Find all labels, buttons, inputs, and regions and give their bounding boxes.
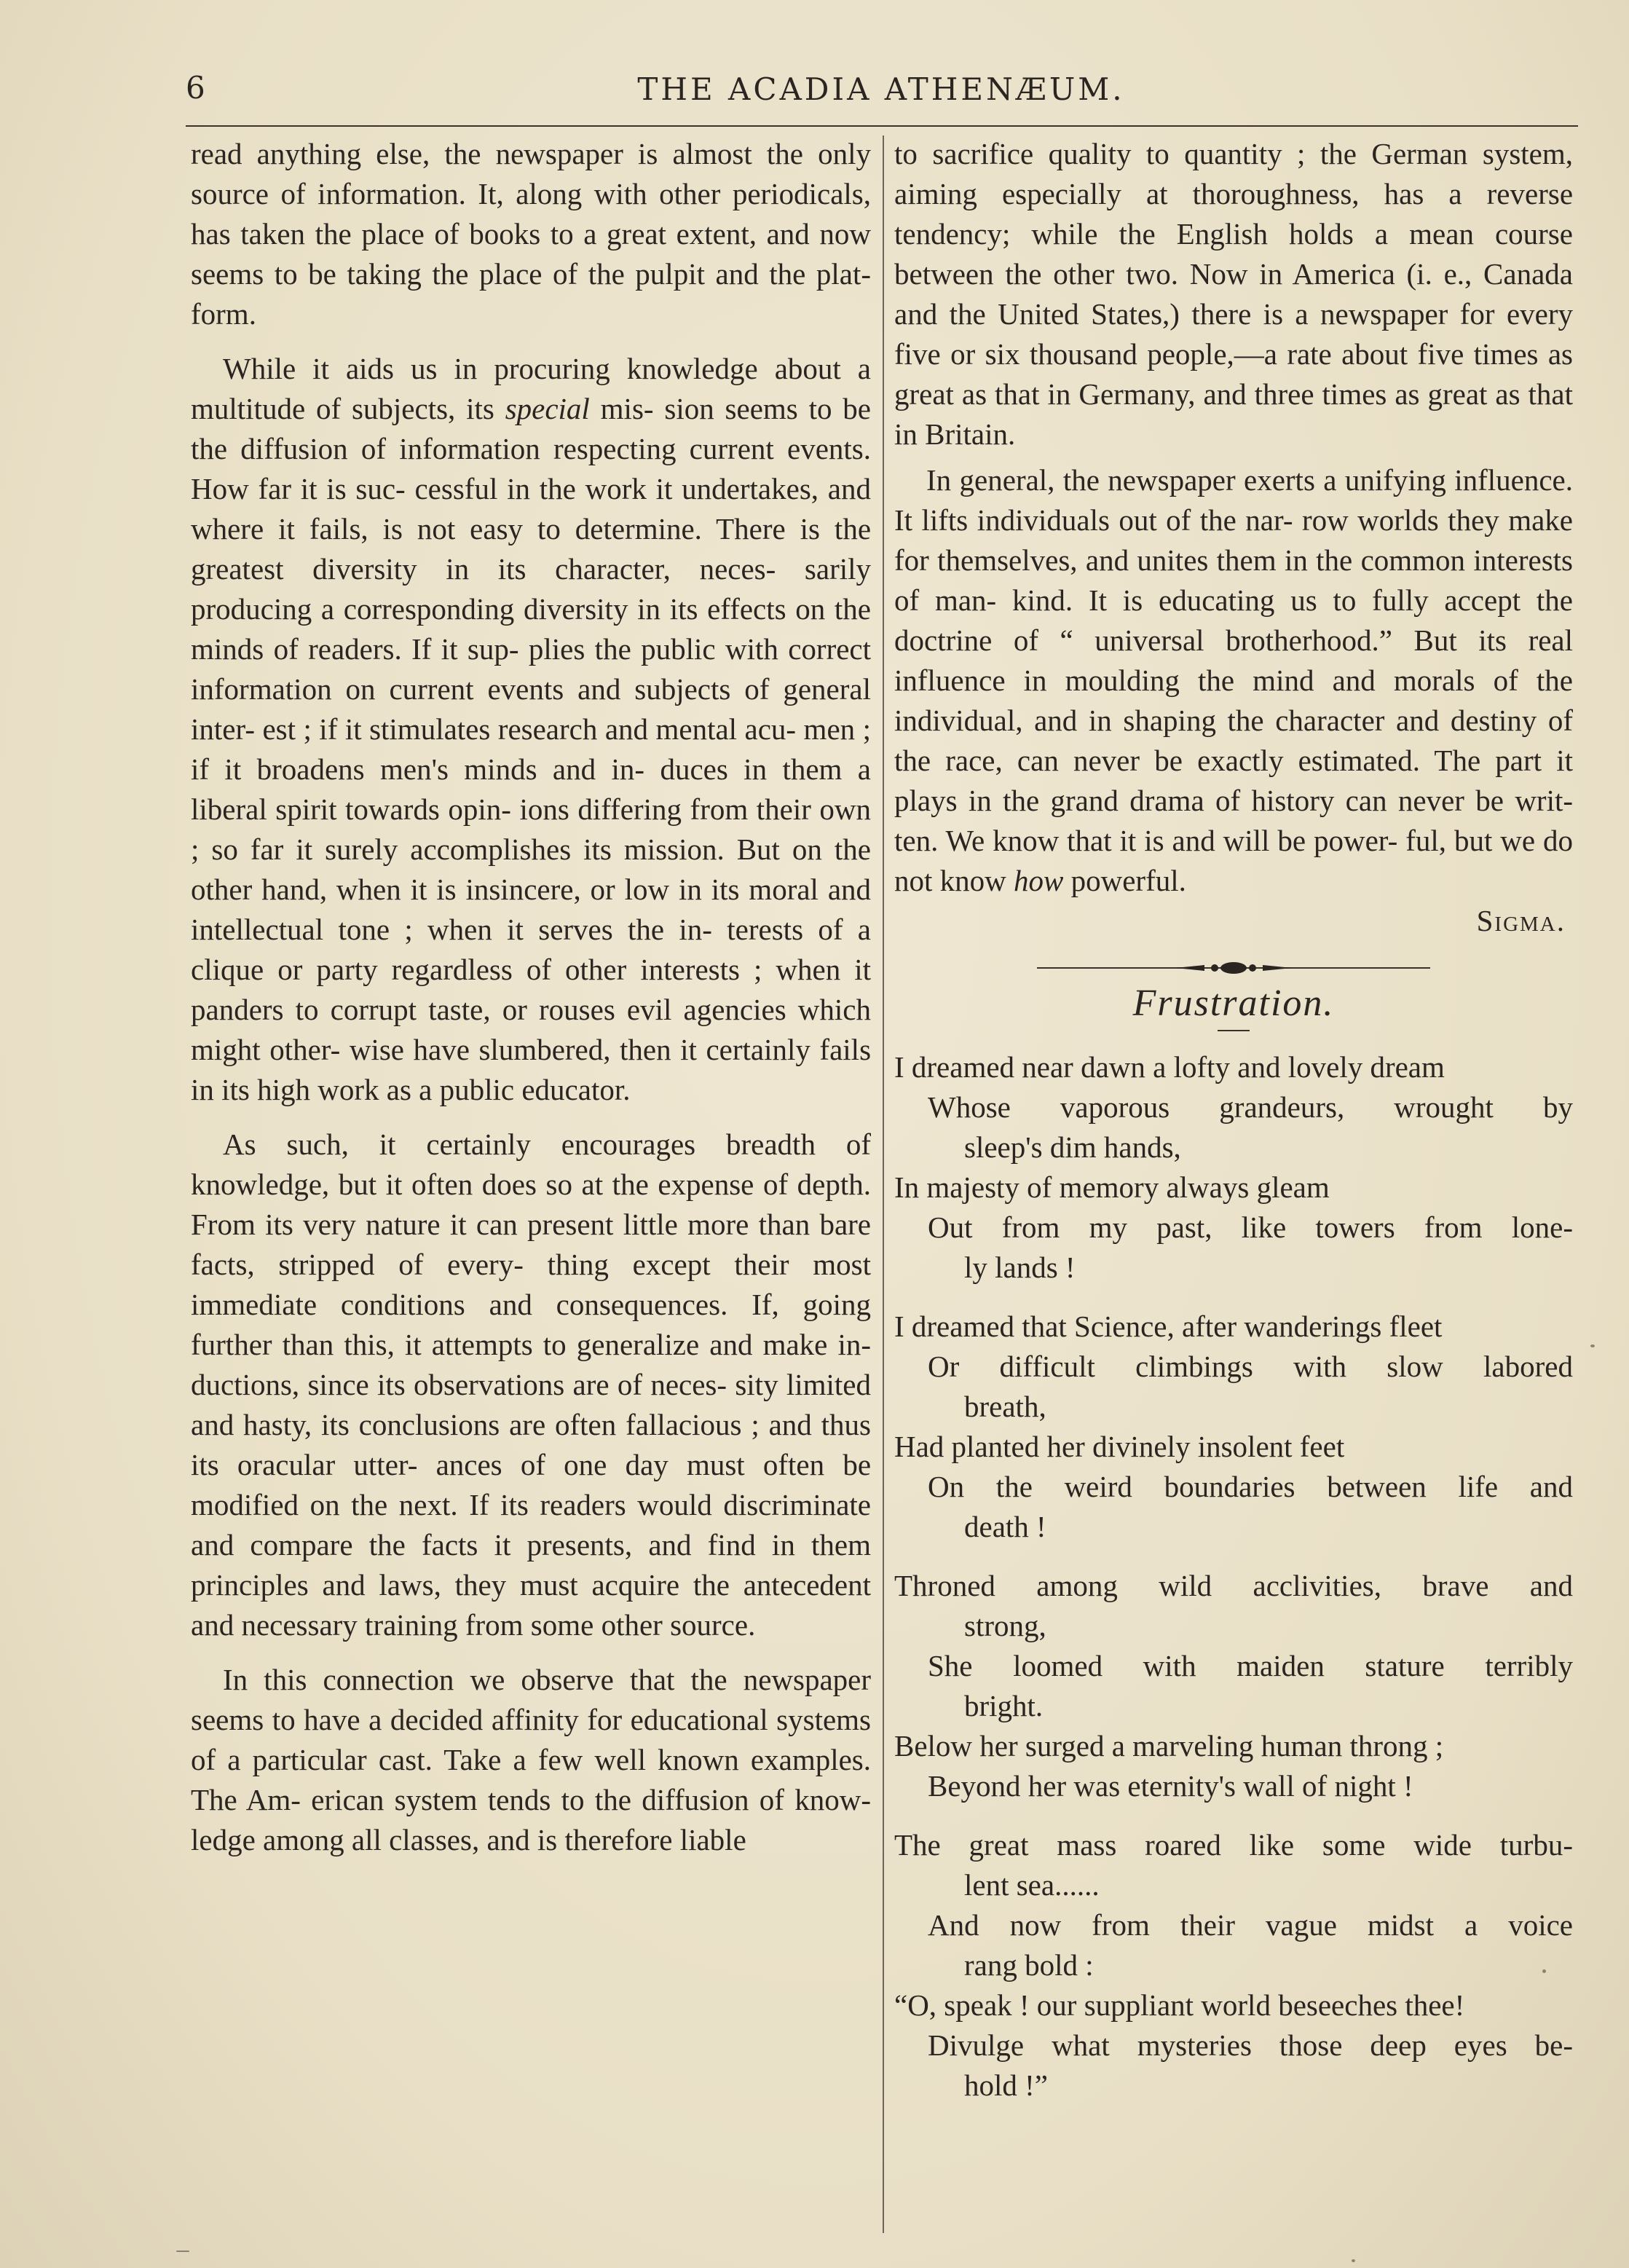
paragraph	[191, 349, 871, 1110]
paragraph	[894, 134, 1573, 454]
poem-line: Divulge what mysteries those deep eyes be-	[928, 2028, 1573, 2062]
text-line: unites them in the common interests of man-	[894, 543, 1574, 617]
paragraph	[191, 1125, 871, 1645]
text-line: wise have slumbered, then it certainly fails	[349, 1033, 872, 1066]
text-line: as great as that in Germany, and three times	[894, 337, 1573, 411]
text-line: sion seems to be the diffusion of information	[191, 392, 871, 465]
text-line: and consequences. If, going further than	[191, 1288, 872, 1361]
text-line: erican system tends to the diffusion of know-	[311, 1783, 871, 1816]
text-line: ful, but we do not know	[894, 824, 1574, 897]
right-column	[894, 134, 1573, 2125]
running-title: THE ACADIA ATHENÆUM.	[637, 71, 1125, 107]
poem-line: death !	[964, 1510, 1046, 1543]
poem-line: hold !”	[964, 2068, 1048, 2102]
text-line: kind. It is educating us to fully accept the	[1012, 583, 1573, 617]
paragraph	[191, 1660, 871, 1860]
text-line: sarily producing a corresponding diversity in	[191, 552, 872, 626]
text-line: and compare the facts it presents, and find in	[191, 1528, 795, 1562]
text-line: doctrine of “ universal brotherhood.” But its	[894, 623, 1507, 657]
poem-line: She loomed with maiden stature terribly	[928, 1649, 1573, 1682]
poem-line: strong,	[964, 1609, 1046, 1642]
text-line: men ; if it broadens men's minds and in-	[191, 712, 871, 786]
text-line: some other source.	[530, 1608, 756, 1642]
poem-stanza	[894, 1307, 1573, 1547]
text-line: its effects on the minds of readers. If it sup-	[191, 592, 872, 666]
text-line: terests of a clique or party regardless of other	[191, 913, 871, 986]
poem-line: sleep's dim hands,	[964, 1130, 1181, 1164]
text-line: it fails, is not easy to determine. There is	[278, 512, 820, 546]
poem-title: Frustration.	[1132, 983, 1335, 1024]
poem-line: The great mass roared like some wide turbu-	[894, 1828, 1573, 1862]
text-line: knowledge, but it often does so at the expense	[191, 1168, 754, 1201]
text-line: them principles and laws, they must acquire	[191, 1528, 871, 1602]
text-line: States,) there is a newspaper for every five or	[894, 297, 1573, 371]
text-line: this, it attempts to generalize and make in-	[344, 1328, 872, 1361]
text-line: ions differing from their own ; so far it surely	[191, 792, 872, 866]
text-line: cessful in the work it undertakes, and where	[191, 472, 871, 546]
paragraph	[894, 460, 1573, 901]
ornamental-divider	[894, 960, 1573, 976]
text-line: Take a few well known examples. The Am-	[191, 1743, 871, 1816]
poem-line: rang bold :	[964, 1948, 1094, 1982]
text-line: plies the public with correct information on	[191, 632, 872, 706]
poem-line: lent sea......	[964, 1868, 1100, 1902]
text-line: the antecedent and necessary training from	[191, 1568, 872, 1642]
text-line: about a multitude of subjects, its	[191, 352, 871, 425]
text-line: influence. It lifts individuals out of the nar-	[894, 463, 1573, 537]
text-line: interests ; when it panders to corrupt taste,	[191, 953, 872, 1026]
poem-line: Had planted her divinely insolent feet	[894, 1430, 1345, 1463]
text-line: for educational systems of a particular cast.	[191, 1703, 872, 1776]
text-line: thing except their most immediate conditions	[191, 1248, 872, 1321]
title-rule	[1218, 1030, 1250, 1031]
text-line: or rouses evil agencies which might other-	[191, 993, 872, 1066]
text-line: accomplishes its mission. But on the other	[191, 832, 871, 906]
text-line: form.	[191, 297, 256, 331]
text-line: morals of the individual, and in shaping the	[894, 664, 1573, 737]
text-line: little more than bare facts, stripped of every-	[191, 1208, 871, 1281]
text-line: of depth. From its very nature it can present	[191, 1168, 871, 1241]
text-line: books to a great extent, and now seems to be	[191, 217, 872, 291]
text-line: ances of one day must often be modified on	[191, 1448, 872, 1521]
poem-line: Out from my past, like towers from lone-	[928, 1210, 1573, 1244]
text-line: respecting current events. How far it is suc-	[191, 432, 871, 505]
text-line: the only source of information. It, along	[191, 137, 871, 210]
paper-speck	[1590, 1344, 1595, 1347]
paper-speck	[176, 2251, 189, 2252]
text-line: often fallacious ; and thus its oracular utter-	[191, 1408, 871, 1481]
text-line: six thousand people,—a rate about five times	[985, 337, 1539, 371]
poem-line: Throned among wild acclivities, brave and	[894, 1569, 1573, 1602]
emphasis: how	[1014, 864, 1064, 897]
text-line: ten. We know that it is and will be power-	[894, 824, 1398, 857]
text-line: In this connection we observe that the	[223, 1663, 727, 1696]
poem-line: bright.	[964, 1689, 1044, 1722]
emphasis: special	[505, 392, 590, 425]
author-signature: Sigma.	[1476, 904, 1566, 937]
page-header	[186, 70, 1577, 121]
paragraph	[191, 134, 871, 334]
poem-line: Or difficult climbings with slow labored	[928, 1350, 1573, 1383]
page-number: 6	[186, 70, 206, 106]
text-line: character and destiny of the race, can never	[894, 704, 1574, 777]
text-line: mean course between the other two. Now	[894, 217, 1573, 291]
poem-line: In majesty of memory always gleam	[894, 1170, 1330, 1204]
text-line: hand, when it is insincere, or low in its moral	[261, 873, 819, 906]
header-rule	[186, 125, 1578, 127]
text-line: with other periodicals, has taken the place of	[191, 177, 871, 251]
text-line: While it aids us in procuring knowledge	[223, 352, 758, 385]
column-divider	[883, 135, 884, 2233]
text-line: current events and subjects of general inter-	[191, 672, 871, 746]
text-line: duces in them a liberal spirit towards opin-	[191, 752, 872, 826]
text-line: taking the place of the pulpit and the plat-	[347, 257, 871, 291]
text-line: as great as that in Britain.	[894, 377, 1574, 451]
left-column	[191, 134, 871, 1860]
poem-line: I dreamed that Science, after wanderings fleet	[894, 1310, 1443, 1343]
text-line: in America (i. e., Canada and the United	[894, 257, 1573, 331]
poem-line: Beyond her was eternity's wall of night !	[928, 1769, 1413, 1803]
text-line: in its high work as a public educator.	[191, 1073, 631, 1106]
text-line: sity limited and hasty, its conclusions are	[191, 1368, 872, 1441]
text-line: be exactly estimated. The part it plays in	[894, 744, 1573, 817]
poem-line: ly lands !	[964, 1251, 1076, 1284]
ornament-rule-icon	[1037, 960, 1430, 976]
text-line: the grand drama of history can never be writ-	[1003, 784, 1574, 817]
poem-line: And now from their vague midst a voice	[928, 1908, 1573, 1942]
paper-speck	[1542, 1969, 1546, 1973]
text-line: and intellectual tone ; when it serves the in-	[191, 873, 872, 946]
text-line: a reverse tendency; while the English holds a	[894, 177, 1574, 251]
text-line: ductions, since its observations are of neces-	[191, 1368, 727, 1401]
text-line: As such, it certainly encourages breadth of	[223, 1127, 871, 1161]
text-line: ledge among all classes, and is therefore liable	[191, 1823, 746, 1856]
text-line: In general, the newspaper exerts a unifying	[926, 463, 1446, 497]
text-line: to sacrifice quality to quantity ; the German	[894, 137, 1468, 170]
paper-speck	[1352, 2259, 1355, 2262]
text-line: the next. If its readers would discriminate	[351, 1488, 871, 1521]
poem-stanza	[894, 1047, 1573, 1288]
text-line: system, aiming especially at thoroughness, has	[894, 137, 1574, 210]
text-line: est ; if it stimulates research and mental acu-	[262, 712, 797, 746]
text-line: newspaper seems to have a decided affinity	[191, 1663, 871, 1736]
poem-line: breath,	[964, 1390, 1046, 1423]
text-line: the greatest diversity in its character, neces-	[191, 512, 872, 586]
poem-line: I dreamed near dawn a lofty and lovely dream	[894, 1050, 1445, 1084]
poem-line: Whose vaporous grandeurs, wrought by	[928, 1090, 1573, 1124]
text-line: row worlds they make for themselves, and	[894, 503, 1573, 577]
text-line: mis-	[600, 392, 654, 425]
poem-stanza	[894, 1825, 1573, 2106]
poem-stanza	[894, 1566, 1573, 1806]
text-line: real influence in moulding the mind and	[894, 623, 1574, 697]
poem-line: Below her surged a marveling human throng ;	[894, 1729, 1444, 1763]
text-line: powerful.	[1070, 864, 1186, 897]
poem-line: On the weird boundaries between life and	[928, 1470, 1573, 1503]
text-line: read anything else, the newspaper is almost	[191, 137, 752, 170]
poem-line: “O, speak ! our suppliant world beseeches thee!	[894, 1988, 1465, 2022]
